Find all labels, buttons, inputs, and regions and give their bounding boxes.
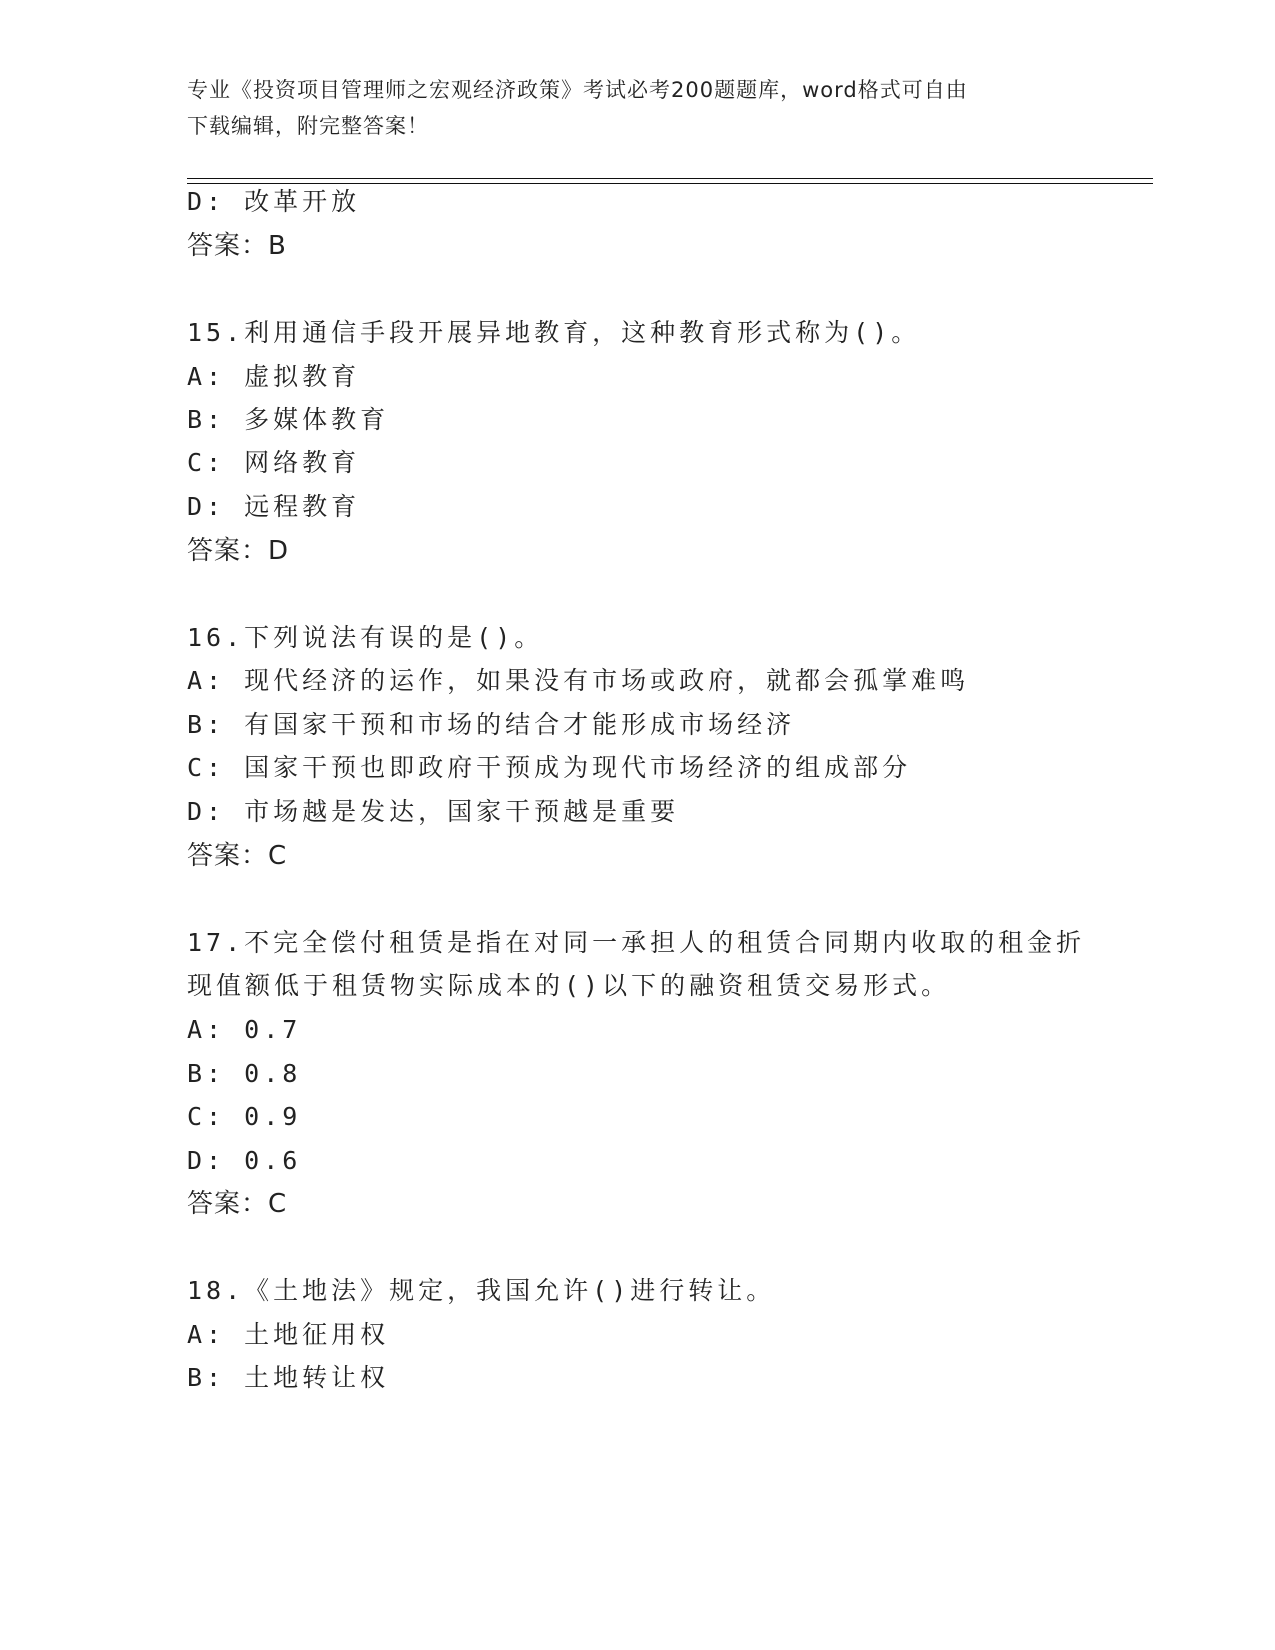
- question-18: 18.《土地法》规定，我国允许()进行转让。: [187, 1276, 776, 1305]
- option-d-q16: D: 市场越是发达，国家干预越是重要: [187, 797, 680, 826]
- option-a-q17: A: 0.7: [187, 1015, 302, 1044]
- answer-q14: 答案：B: [187, 231, 287, 261]
- answer-q16: 答案：C: [187, 841, 288, 871]
- option-c-q15: C: 网络教育: [187, 448, 361, 477]
- option-b-q16: B: 有国家干预和市场的结合才能形成市场经济: [187, 710, 796, 739]
- option-a-q15: A: 虚拟教育: [187, 362, 361, 391]
- question-17-line-1: 17.不完全偿付租赁是指在对同一承担人的租赁合同期内收取的租金折: [187, 928, 1086, 957]
- option-c-q16: C: 国家干预也即政府干预成为现代市场经济的组成部分: [187, 753, 912, 782]
- option-a-q16: A: 现代经济的运作，如果没有市场或政府，就都会孤掌难鸣: [187, 666, 970, 695]
- answer-q17: 答案：C: [187, 1189, 288, 1219]
- question-17-line-2: 现值额低于租赁物实际成本的()以下的融资租赁交易形式。: [187, 971, 951, 1000]
- option-b-q18: B: 土地转让权: [187, 1363, 390, 1392]
- option-b-q15: B: 多媒体教育: [187, 405, 390, 434]
- option-d-q17: D: 0.6: [187, 1146, 302, 1175]
- header-divider-top: [187, 178, 1153, 179]
- option-d-q15: D: 远程教育: [187, 492, 361, 521]
- option-d-q14: D: 改革开放: [187, 187, 361, 216]
- question-16: 16.下列说法有误的是()。: [187, 623, 544, 652]
- option-a-q18: A: 土地征用权: [187, 1320, 390, 1349]
- question-15: 15.利用通信手段开展异地教育，这种教育形式称为()。: [187, 318, 921, 347]
- header-title-line-1: 专业《投资项目管理师之宏观经济政策》考试必考200题题库，word格式可自由: [187, 78, 968, 102]
- option-c-q17: C: 0.9: [187, 1102, 302, 1131]
- answer-q15: 答案：D: [187, 536, 290, 566]
- header-title-line-2: 下载编辑，附完整答案！: [187, 114, 429, 138]
- option-b-q17: B: 0.8: [187, 1059, 302, 1088]
- document-header: [187, 72, 1067, 144]
